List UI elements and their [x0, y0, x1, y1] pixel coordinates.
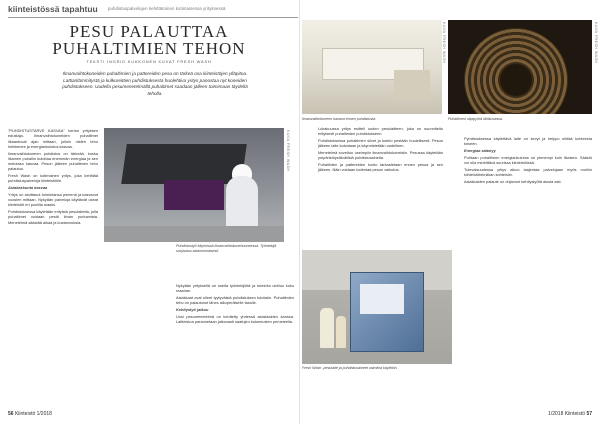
text-column-3: [318, 126, 443, 174]
photo-credit: KUVA FRESH WASH: [594, 22, 598, 64]
duct-shape: [121, 144, 247, 184]
unit-shape: [394, 70, 430, 100]
fan-hub-shape: [500, 64, 532, 96]
subheading: Asiakaskunta kasvaa: [8, 185, 48, 191]
text-column-4: [464, 136, 592, 185]
paragraph: Pyhdistuksessa käytettävä laite on kevyt ja helppo siirtää kohteesta toiseen.: [464, 136, 592, 147]
photo-credit: KUVA FRESH WASH: [442, 22, 446, 64]
paragraph: Asiakkaiden palaute on ohjannut kehitystyötä alusta asti.: [464, 178, 562, 184]
paragraph: Ilmanvaihtokoneen puhdistus on tärkeää, koska likainen puhallin kuluttaa enemmän energiaa ja sen melutaso kasvaa. Pesun jälkeen puhaltimen teho palautuu.: [8, 150, 98, 172]
photo-caption: Puhaltimen siipipyörä lähikuvassa.: [448, 117, 503, 121]
photo-wash-machine: [302, 250, 452, 364]
paragraph: Puhallinten ja pattereiden kunto tarkastetaan ennen pesua ja sen jälkeen. Näin voidaan todentaa pesun vaikutus.: [318, 161, 443, 173]
photo-worker-cleaning: [104, 128, 284, 242]
photo-caption: Fresh Wash -pesulaite ja puhdistusaineet valmiina käyttöön.: [302, 366, 398, 370]
photo-caption: Puhdistustyö käynnissä ilmanvaihtokonehuoneessa. Työntekijä suojautuu asianmukaisesti.: [176, 244, 277, 253]
page-number-left: 56: [8, 411, 14, 417]
paragraph: Yritys on aloittanut toimintansa pienenä ja kasvanut vuosien mittaan. Nykyään palveluja käyttävät useat kiinteistöt eri puolilla maata.: [8, 191, 98, 208]
article-title-line-2: PUHALTIMIEN TEHON: [52, 39, 246, 58]
photo-fan-wheel: [448, 20, 592, 114]
machine-panel-shape: [360, 284, 404, 314]
text-column-1: [8, 128, 98, 226]
issue-number: 1/2018: [36, 411, 52, 417]
bottle-shape: [336, 316, 346, 348]
paragraph: Asiakkaat ovat olleet tyytyväisiä puhdistuksen tuloksiin. Puhaltimien teho on palautunut lähes alkuperäiselle tasolle.: [176, 294, 294, 306]
photo-duct: [302, 20, 442, 114]
paragraph: Puhdistuksessa puhaltimen siivet ja kotelo pestään huolellisesti. Pesun jälkeen laite kuivataan ja käynnistetään uudelleen.: [318, 137, 443, 149]
header-rule: [8, 17, 298, 18]
page-number-right: 57: [586, 411, 592, 417]
paragraph: Tulevaisuudessa yritys aikoo laajentaa palvelujaan myös muihin kiinteistötekniikan kohteisiin.: [464, 166, 592, 177]
section-title: kiinteistössä tapahtuu: [8, 4, 98, 14]
paragraph: Nykyään yrityksellä on useita työntekijöitä ja toiminta ulottuu koko maahan.: [176, 283, 294, 294]
floor-shape: [104, 226, 284, 242]
paragraph: Fresh Wash on kotimainen yritys, joka kehittää puhdistuspalveluja kiinteistöille.: [8, 173, 98, 184]
issue-number: 1/2018: [548, 411, 564, 417]
paragraph: "PUHDISTUSTARVE KASVAA" kertoo yrityksen edustaja. Ilmanvaihtokoneiden puhaltimet likaantuvat ajan mittaan, jolloin niiden teho heikkenee ja energiankulutus kasvaa.: [8, 128, 98, 149]
paragraph: Lokakuussa yritys esitteli uuden pesulaitteen, joka on suunniteltu erityisesti puhaltimien puhdistukseen.: [318, 126, 443, 137]
fan-housing-shape: [164, 180, 224, 210]
section-subtitle: puhdistuspalvelujen kehittäminen kotimaisessa yrityksessä: [108, 6, 226, 11]
footer-right: [548, 411, 592, 417]
page-fold: [299, 0, 300, 424]
article-title-line-1: PESU PALAUTTAA: [69, 22, 229, 41]
paragraph: Puhtaan puhaltimen energiankulutus on pienempi kuin likaisen. Säästö voi olla merkittävä suurissa kiinteistöissä.: [464, 154, 592, 165]
lead-paragraph: Ilmanvaihtokoneiden puhaltimien ja pattereiden pesu on tärkeä osa kiinteistöjen ylläpitoa. Lattianlämmitystä ja kulkureittien puhdistuksesta huolehtiva yritys panostaa nyt koneiden puhdistukseen. Uudella pesumenetelmällä puhaltimet saadaan jälleen toimimaan täydellä teholla.: [62, 71, 248, 96]
magazine-name: Kiinteistö: [564, 411, 586, 417]
paragraph: Menetelmä soveltuu useimpiin ilmanvaihtokoneisiin. Pesussa käytetään ympäristöystävällisiä puhdistusaineita.: [318, 149, 443, 161]
photo-credit: KUVA FRESH WASH: [286, 130, 290, 172]
paragraph: Puhdistuksessa käytetään erityistä pesulaitetta, jolla puhaltimet voidaan pestä ilman purkamista. Menetelmä säästää aikaa ja kustannuksia.: [8, 209, 98, 225]
footer-left: [8, 411, 52, 417]
subheading: Energiaa säästyy: [464, 147, 496, 153]
paragraph: Uusi pesumenetelmä on kehitetty yhdessä asiakkaiden kanssa. Laitteistoa parannetaan jatkuvasti saatujen kokemusten perusteella.: [176, 313, 294, 324]
text-column-2: [176, 283, 294, 326]
photo-caption: Ilmanvaihtokoneen kanava ennen puhdistusta.: [302, 117, 377, 121]
bottle-shape: [320, 308, 334, 348]
magazine-name: Kiinteistö: [14, 411, 36, 417]
subheading: Kehitystyö jatkuu: [176, 306, 209, 312]
byline: TEKSTI INGRID KUKKONEN KUVAT FRESH WASH: [86, 59, 212, 64]
